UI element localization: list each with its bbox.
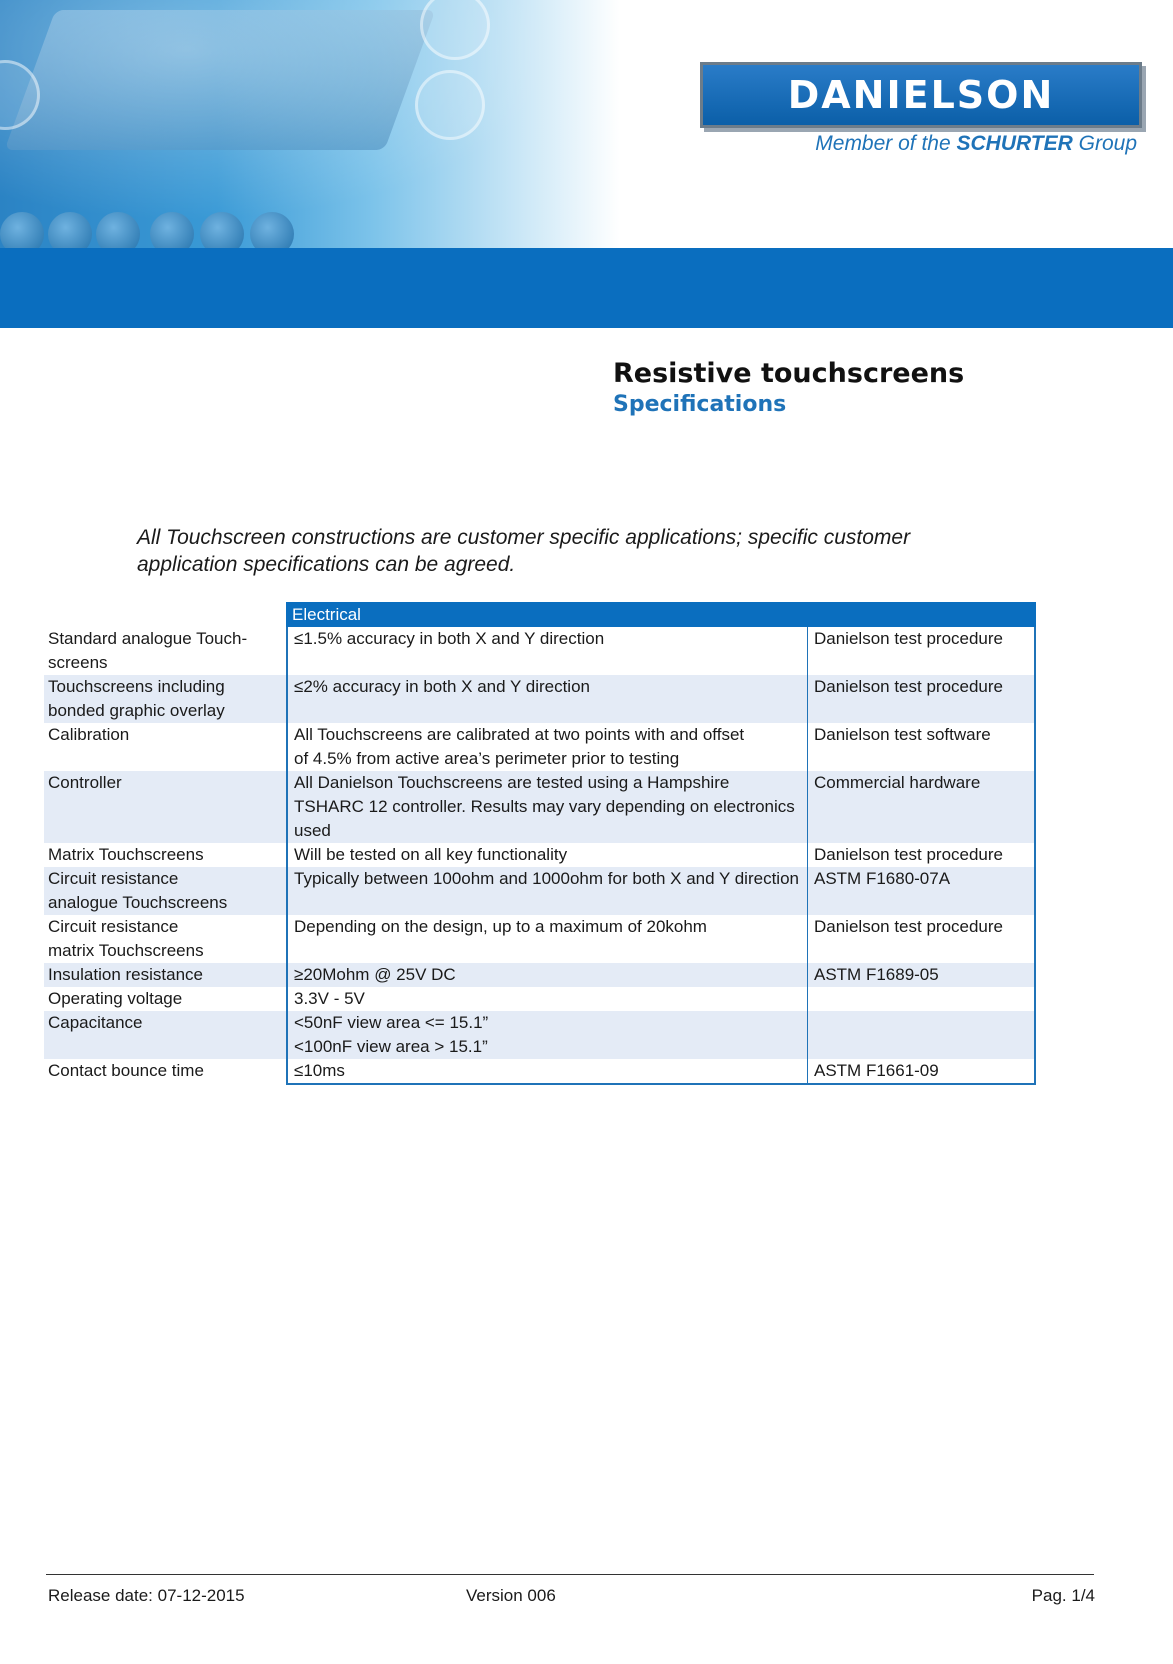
specification-table	[44, 602, 1038, 1085]
table-row	[44, 723, 1038, 771]
cell-text: analogue Touchscreens	[48, 893, 228, 912]
cell-text: matrix Touchscreens	[48, 941, 204, 960]
cell-text: Calibration	[48, 725, 130, 744]
row-specification	[286, 771, 808, 843]
cell-text: Danielson test software	[814, 725, 991, 744]
cell-text: Standard analogue Touch-	[48, 629, 248, 648]
row-label	[44, 867, 286, 915]
cell-text: Danielson test procedure	[814, 845, 1004, 864]
cell-text: bonded graphic overlay	[48, 701, 225, 720]
row-label	[44, 987, 286, 1011]
row-test-method	[808, 867, 1036, 915]
table-section-header: Electrical	[286, 602, 1036, 627]
row-test-method	[808, 987, 1036, 1011]
header-blue-band	[0, 248, 1173, 328]
row-specification	[286, 867, 808, 915]
cell-text: screens	[48, 653, 108, 672]
row-label	[44, 771, 286, 843]
header-photo	[0, 0, 620, 250]
row-label	[44, 915, 286, 963]
table-row	[44, 867, 1038, 915]
device-knob-graphic	[150, 212, 194, 250]
cell-text: Touchscreens including	[48, 677, 225, 696]
cell-text: <100nF view area > 15.1”	[294, 1037, 488, 1056]
row-label	[44, 1011, 286, 1059]
row-test-method	[808, 1011, 1036, 1059]
cell-text: Will be tested on all key functionality	[294, 845, 568, 864]
row-specification	[286, 627, 808, 675]
row-test-method	[808, 963, 1036, 987]
danielson-logo	[700, 62, 1142, 128]
row-test-method	[808, 843, 1036, 867]
cell-text: All Danielson Touchscreens are tested using a Hampshire	[294, 773, 730, 792]
tagline-suffix: Group	[1072, 132, 1137, 155]
row-test-method	[808, 723, 1036, 771]
row-label	[44, 843, 286, 867]
logo-text: DANIELSON	[787, 73, 1055, 117]
device-knob-graphic	[200, 212, 244, 250]
row-label	[44, 963, 286, 987]
row-test-method	[808, 675, 1036, 723]
table-body	[44, 627, 1038, 1085]
device-knob-graphic	[250, 212, 294, 250]
table-row	[44, 987, 1038, 1011]
cell-text: Danielson test procedure	[814, 677, 1004, 696]
cell-text: ≤1.5% accuracy in both X and Y direction	[294, 629, 605, 648]
cell-text: Capacitance	[48, 1013, 143, 1032]
cell-text: Danielson test procedure	[814, 917, 1004, 936]
cell-text: Danielson test procedure	[814, 629, 1004, 648]
photo-glow	[0, 0, 620, 250]
cell-text: TSHARC 12 controller. Results may vary depending on electronics	[294, 797, 795, 816]
device-button-graphic	[415, 70, 485, 140]
row-label	[44, 675, 286, 723]
row-test-method	[808, 771, 1036, 843]
page-number: Pag. 1/4	[1031, 1586, 1095, 1605]
table-row	[44, 915, 1038, 963]
table-row	[44, 675, 1038, 723]
cell-text: Contact bounce time	[48, 1061, 204, 1080]
device-knob-graphic	[96, 212, 140, 250]
cell-text: Circuit resistance	[48, 917, 179, 936]
version-label: Version 006	[466, 1586, 556, 1605]
row-label	[44, 723, 286, 771]
cell-text: used	[294, 821, 331, 840]
cell-text: Typically between 100ohm and 1000ohm for both X and Y direction	[294, 869, 799, 888]
cell-text: 3.3V - 5V	[294, 989, 365, 1008]
cell-text: Insulation resistance	[48, 965, 203, 984]
intro-paragraph: All Touchscreen constructions are customer specific applications; specific customer application specifications can be agreed.	[137, 526, 911, 576]
document-subtitle: Specifications	[613, 392, 787, 417]
row-test-method	[808, 627, 1036, 675]
cell-text: ASTM F1689-05	[814, 965, 939, 984]
document-title: Resistive touchscreens	[613, 358, 965, 389]
row-specification	[286, 675, 808, 723]
cell-text	[814, 1011, 1030, 1035]
cell-text: ≤10ms	[294, 1061, 345, 1080]
row-specification	[286, 963, 808, 987]
cell-text: Commercial hardware	[814, 773, 981, 792]
cell-text: Controller	[48, 773, 122, 792]
logo-tagline	[815, 132, 1137, 156]
row-specification	[286, 915, 808, 963]
cell-text: of 4.5% from active area’s perimeter prior to testing	[294, 749, 680, 768]
cell-text: Circuit resistance	[48, 869, 179, 888]
row-test-method	[808, 915, 1036, 963]
cell-text: ≤2% accuracy in both X and Y direction	[294, 677, 590, 696]
tagline-brand: SCHURTER	[956, 132, 1073, 155]
tagline-prefix: Member of the	[815, 132, 957, 155]
device-knob-graphic	[48, 212, 92, 250]
row-specification	[286, 723, 808, 771]
cell-text: ASTM F1680-07A	[814, 869, 951, 888]
row-label	[44, 627, 286, 675]
table-row	[44, 843, 1038, 867]
cell-text: Depending on the design, up to a maximum of 20kohm	[294, 917, 707, 936]
cell-text: ASTM F1661-09	[814, 1061, 939, 1080]
row-specification	[286, 1011, 808, 1059]
cell-text: ≥20Mohm @ 25V DC	[294, 965, 456, 984]
row-specification	[286, 843, 808, 867]
row-label	[44, 1059, 286, 1085]
cell-text: Matrix Touchscreens	[48, 845, 204, 864]
table-row	[44, 771, 1038, 843]
table-row	[44, 1011, 1038, 1059]
row-test-method	[808, 1059, 1036, 1085]
release-date: Release date: 07-12-2015	[48, 1586, 245, 1605]
cell-text: <50nF view area <= 15.1”	[294, 1013, 489, 1032]
row-specification	[286, 987, 808, 1011]
table-row	[44, 963, 1038, 987]
footer-divider	[46, 1574, 1094, 1575]
row-specification	[286, 1059, 808, 1085]
cell-text: All Touchscreens are calibrated at two points with and offset	[294, 725, 745, 744]
device-knob-graphic	[0, 212, 44, 250]
cell-text: Operating voltage	[48, 989, 183, 1008]
table-row	[44, 627, 1038, 675]
cell-text	[814, 987, 1030, 1011]
table-row	[44, 1059, 1038, 1085]
